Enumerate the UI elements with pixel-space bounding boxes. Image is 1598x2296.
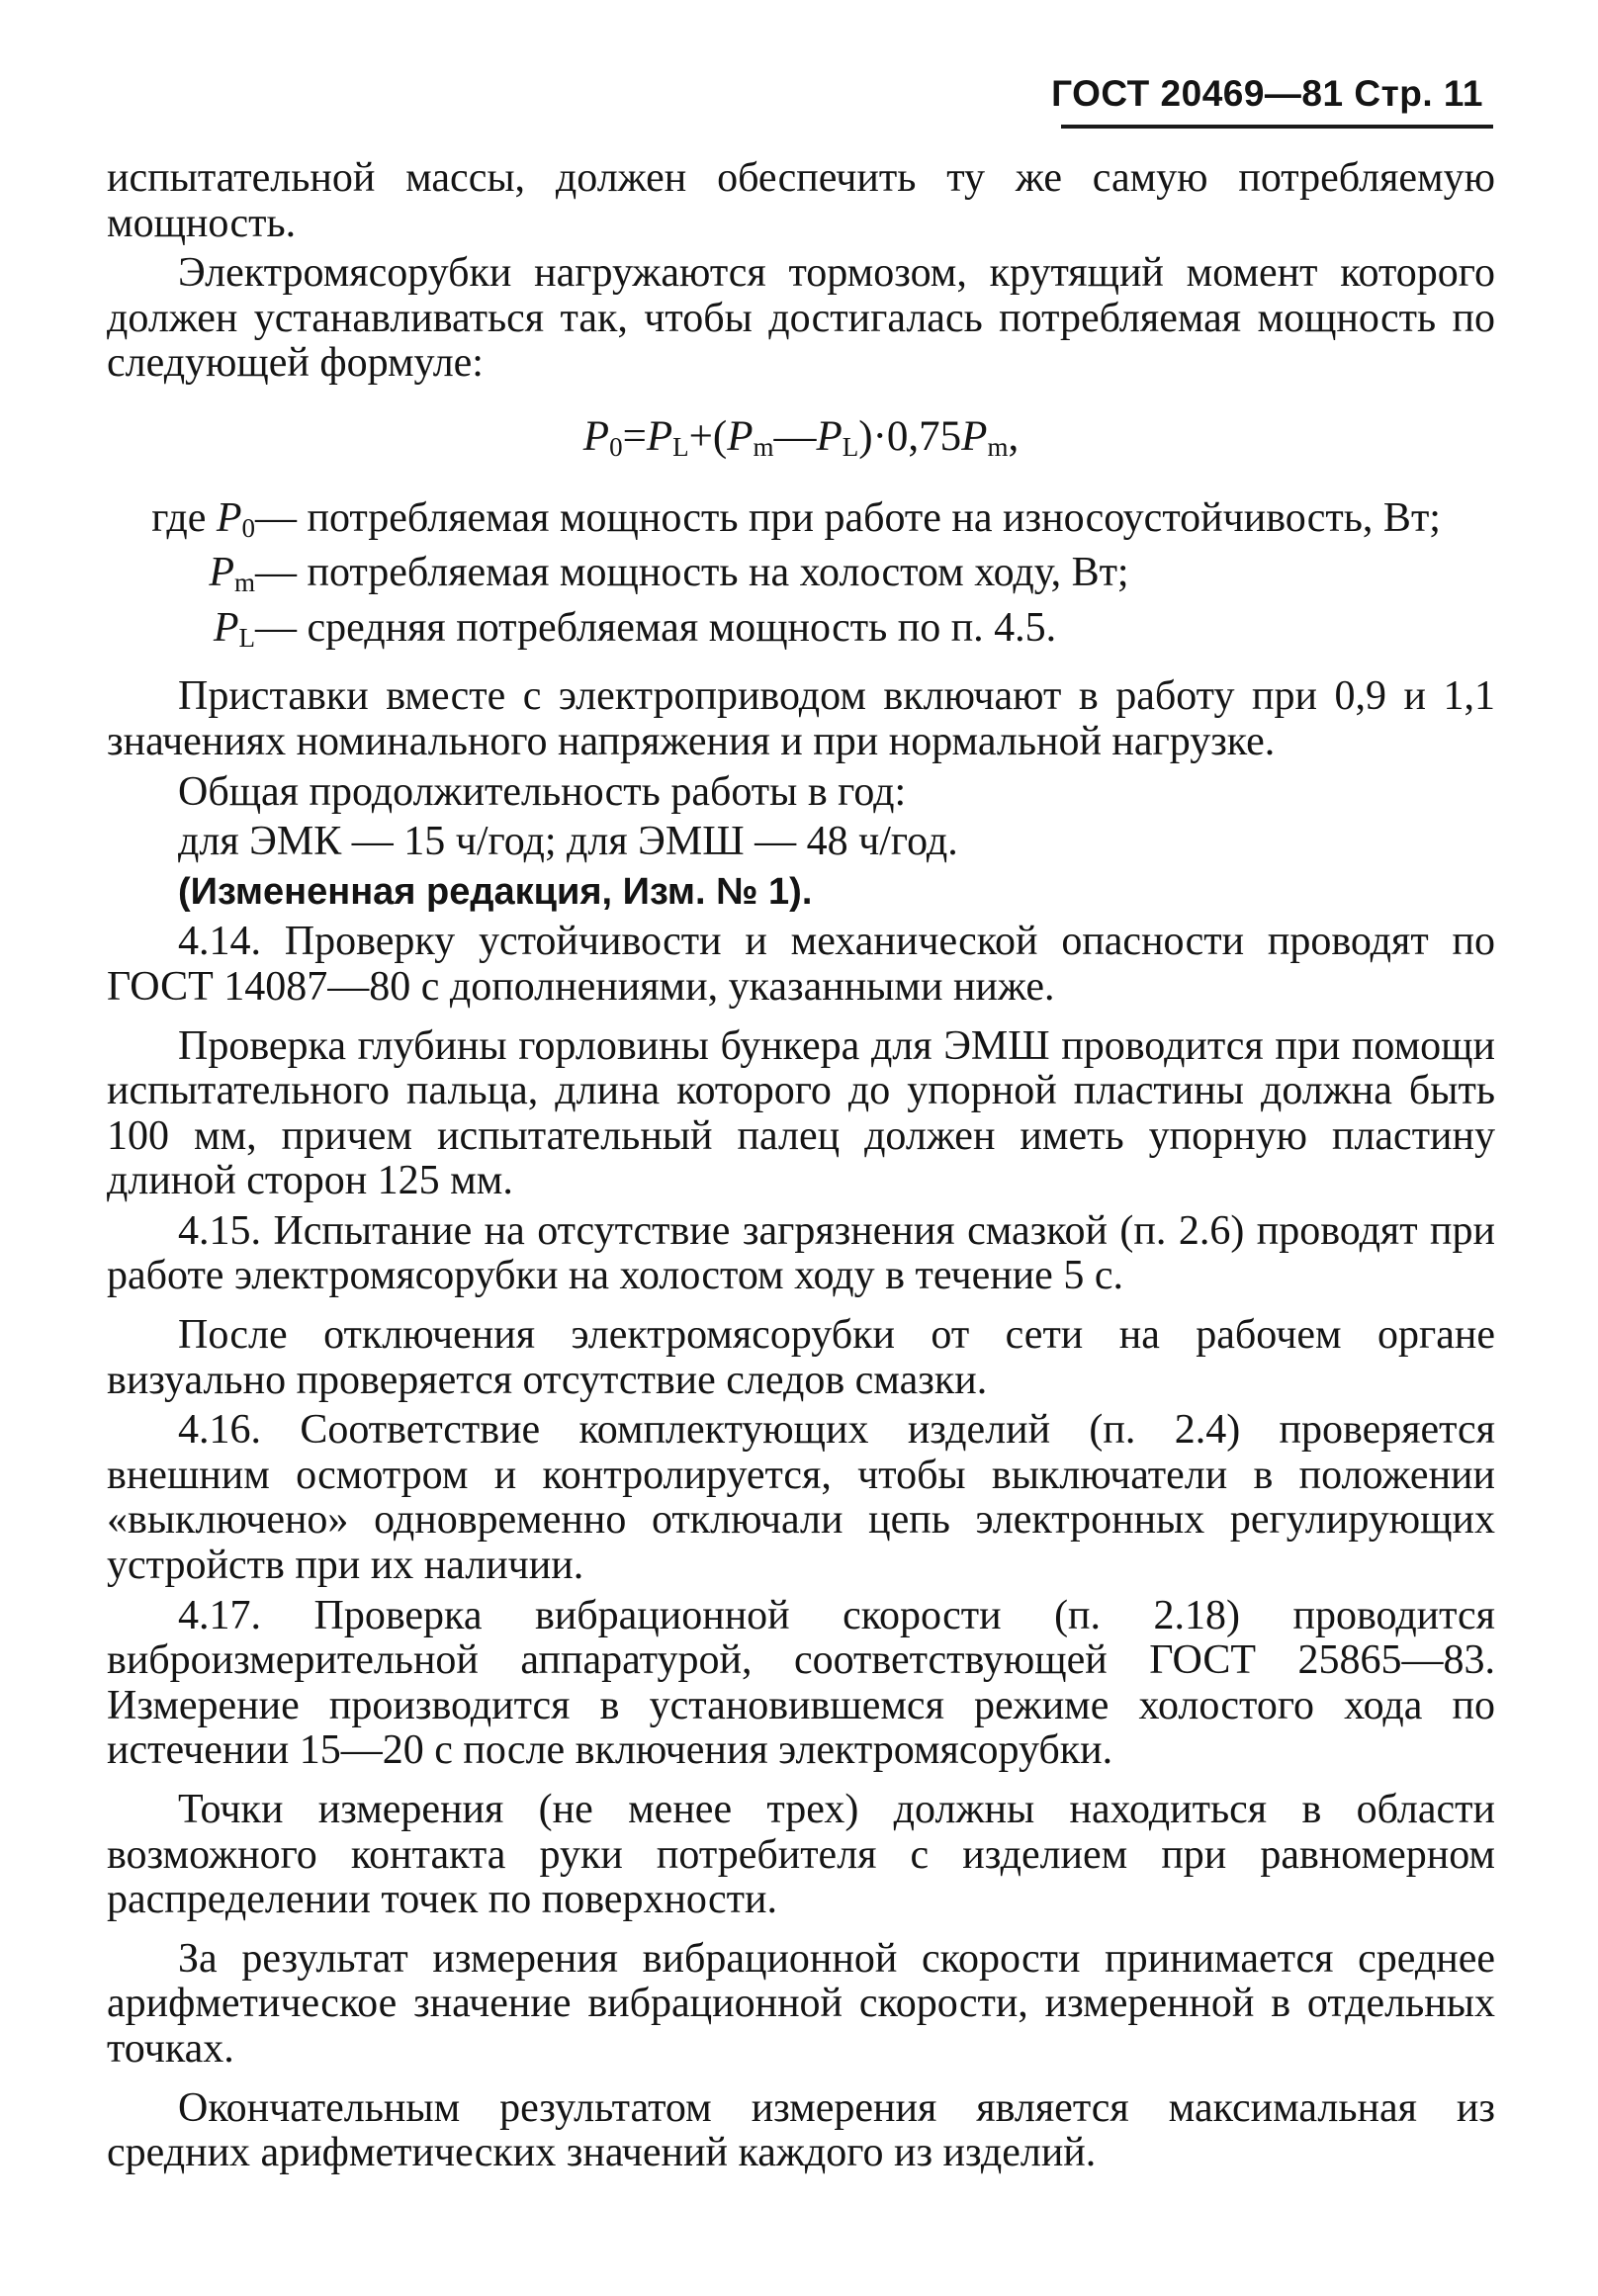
formula-legend: [107, 496, 1495, 662]
paragraph: Окончательным результатом измерения является максимальная из средних арифметических значений каждого из изделий.: [107, 2084, 1495, 2176]
paragraph: Точки измерения (не менее трех) должны находиться в области возможного контакта руки потребителя с изделием при равномерном распределении точек по поверхности.: [107, 1787, 1495, 1923]
paragraph: Приставки вместе с электроприводом включают в работу при 0,9 и 1,1 значениях номинального напряжения и при нормальной нагрузке.: [107, 673, 1495, 764]
legend-text: — средняя потребляемая мощность по п. 4.5.: [255, 604, 1057, 651]
paragraph: За результат измерения вибрационной скорости принимается среднее арифметическое значение вибрационной скорости, измеренной в отдельных точках.: [107, 1935, 1495, 2072]
legend-row: где $P_0$ — потребляемая мощность при работе на износоустойчивость, Вт;: [107, 496, 1495, 552]
paragraph: Общая продолжительность работы в год:: [178, 768, 907, 815]
legend-row: $P_m$ — потребляемая мощность на холостом ходу, Вт;: [107, 551, 1495, 606]
formula: $P_0=P_L+(P_m—P_L)\cdot 0,75P_m$,: [582, 412, 1020, 462]
amendment-note: (Измененная редакция, Изм. № 1).: [178, 870, 813, 913]
paragraph: Проверка глубины горловины бункера для ЭМШ проводится при помощи испытательного пальца, длина которого до упорной пластины должна быть 100 мм, причем испытательный палец должен иметь упорную пластину длиной сторон 125 мм.: [107, 1022, 1495, 1204]
legend-row: $P_L$ — средняя потребляемая мощность по п. 4.5.: [107, 606, 1495, 662]
page-number: Стр. 11: [1354, 73, 1483, 114]
clause-4-15: 4.15. Испытание на отсутствие загрязнения смазкой (п. 2.6) проводят при работе электромясорубки на холостом ходу в течение 5 с.: [107, 1207, 1495, 1299]
paragraph: для ЭМК — 15 ч/год; для ЭМШ — 48 ч/год.: [178, 819, 958, 865]
page-header: [1051, 73, 1483, 115]
legend-text: — потребляемая мощность на холостом ходу, Вт;: [255, 550, 1129, 596]
header-rule: [1061, 125, 1493, 129]
document-body: [107, 156, 1495, 2176]
standard-number: ГОСТ 20469—81: [1051, 73, 1344, 114]
legend-text: — потребляемая мощность при работе на износоустойчивость, Вт;: [255, 494, 1441, 541]
clause-4-14: 4.14. Проверку устойчивости и механической опасности проводят по ГОСТ 14087—80 с дополнениями, указанными ниже.: [107, 919, 1495, 1010]
clause-4-17: 4.17. Проверка вибрационной скорости (п. 2.18) проводится виброизмерительной аппаратурой, соответствующей ГОСТ 25865—83. Измерение производится в установившемся режиме холостого хода по истечении 15—20 с после включения электромясорубки.: [107, 1592, 1495, 1774]
paragraph: Электромясорубки нагружаются тормозом, крутящий момент которого должен устанавливаться так, чтобы достигалась потребляемая мощность по следующей формуле:: [107, 250, 1495, 387]
clause-4-16: 4.16. Соответствие комплектующих изделий (п. 2.4) проверяется внешним осмотром и контролируется, чтобы выключатели в положении «выключено» одновременно отключали цепь электронных регулирующих устройств при их наличии.: [107, 1407, 1495, 1589]
paragraph: испытательной массы, должен обеспечить ту же самую потребляемую мощность.: [107, 155, 1495, 246]
paragraph: После отключения электромясорубки от сети на рабочем органе визуально проверяется отсутствие следов смазки.: [107, 1312, 1495, 1403]
